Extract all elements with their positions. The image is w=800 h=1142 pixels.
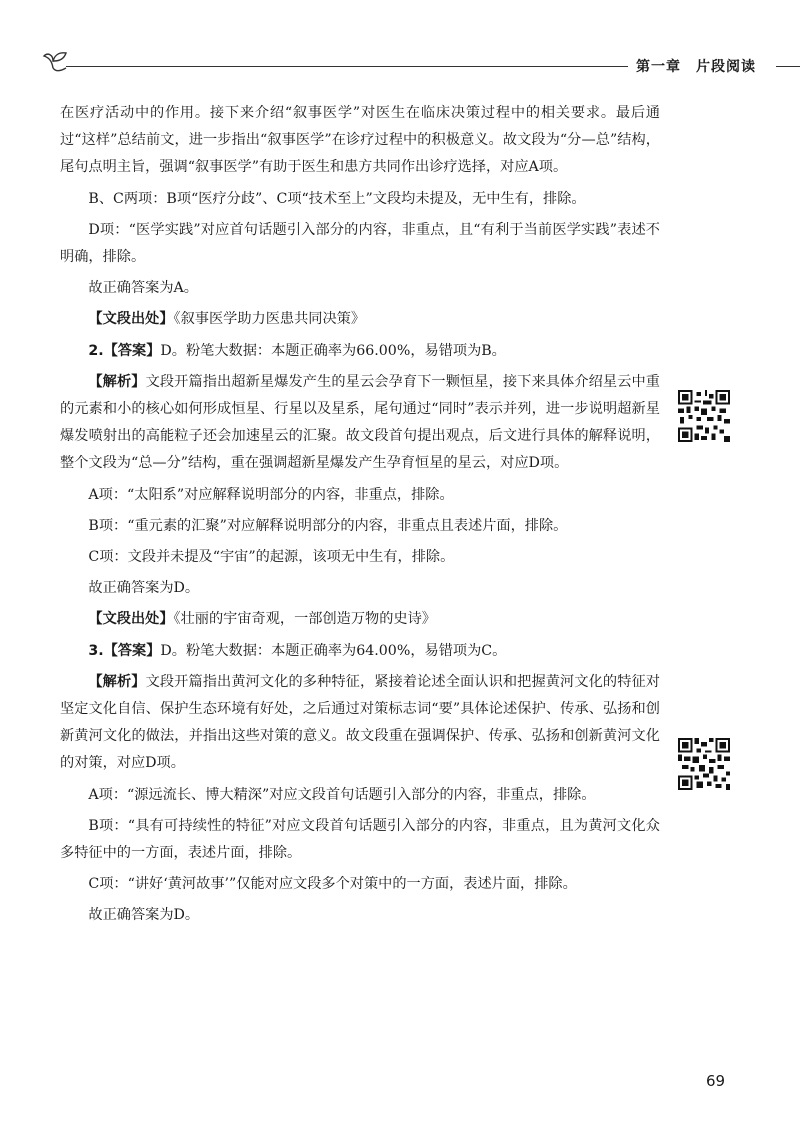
paragraph-text: D项：“医学实践”对应首句话题引入部分的内容，非重点，且“有利于当前医学实践”表述不明确，排除。 — [60, 221, 660, 266]
qr-code-icon[interactable] — [678, 738, 730, 790]
paragraph-text: C项：“讲好‘黄河故事’”仅能对应文段多个对策中的一方面，表述片面，排除。 — [88, 876, 577, 893]
sprout-icon — [40, 46, 70, 74]
paragraph-text: A项：“源远流长、博大精深”对应文段首句话题引入部分的内容，非重点，排除。 — [88, 786, 596, 803]
answer-explanation-body — [60, 100, 660, 930]
source-tag: 【文段出处】 — [88, 311, 174, 328]
analysis-tag: 【解析】 — [88, 373, 146, 390]
paragraph-text: 故正确答案为D。 — [88, 907, 200, 924]
paragraph — [60, 902, 660, 929]
paragraph — [60, 871, 660, 898]
source-tag: 【文段出处】 — [88, 611, 174, 628]
header-rule-left — [66, 66, 628, 67]
paragraph-text: 《叙事医学助力医患共同决策》 — [173, 311, 366, 328]
paragraph — [60, 638, 660, 665]
paragraph-text: 《壮丽的宇宙奇观，一部创造万物的史诗》 — [173, 611, 436, 628]
paragraph — [60, 275, 660, 302]
answer-tag: 3.【答案】 — [88, 642, 161, 659]
paragraph — [60, 338, 660, 365]
paragraph-text: 故正确答案为D。 — [88, 580, 200, 597]
paragraph — [60, 217, 660, 271]
paragraph-text: D。粉笔大数据：本题正确率为66.00%，易错项为B。 — [160, 342, 506, 359]
paragraph-text: C项：文段并未提及“宇宙”的起源，该项无中生有，排除。 — [88, 549, 455, 566]
paragraph-text: B、C两项：B项“医疗分歧”、C项“技术至上”文段均未提及，无中生有，排除。 — [88, 190, 586, 207]
paragraph — [60, 100, 660, 182]
paragraph — [60, 813, 660, 867]
paragraph-text: 故正确答案为A。 — [88, 280, 198, 297]
paragraph — [60, 306, 660, 333]
paragraph-text: B项：“具有可持续性的特征”对应文段首句话题引入部分的内容，非重点，且为黄河文化众多特征中的一方面，表述片面，排除。 — [60, 817, 660, 862]
paragraph-text: B项：“重元素的汇聚”对应解释说明部分的内容，非重点且表述片面，排除。 — [88, 517, 568, 534]
header-rule-right — [776, 66, 800, 67]
paragraph-text: A项：“太阳系”对应解释说明部分的内容，非重点，排除。 — [88, 486, 454, 503]
paragraph — [60, 544, 660, 571]
paragraph — [60, 482, 660, 509]
paragraph — [60, 513, 660, 540]
answer-tag: 2.【答案】 — [88, 342, 161, 359]
running-header — [40, 46, 800, 76]
paragraph — [60, 186, 660, 213]
paragraph-text: 在医疗活动中的作用。接下来介绍“叙事医学”对医生在临床决策过程中的相关要求。最后通过“这样”总结前文，进一步指出“叙事医学”在诊疗过程中的积极意义。故文段为“分—总”结构，尾句点明主旨，强调“叙事医学”有助于医生和患方共同作出诊疗选择，对应A项。 — [60, 105, 660, 176]
page-number: 69 — [706, 1072, 726, 1090]
qr-code-icon[interactable] — [678, 390, 730, 442]
paragraph — [60, 575, 660, 602]
chapter-title: 第一章 片段阅读 — [636, 59, 756, 75]
paragraph-text: 文段开篇指出超新星爆发产生的星云会孕育下一颗恒星，接下来具体介绍星云中重的元素和小的核心如何形成恒星、行星以及星系，尾句通过“同时”表示并列，进一步说明超新星爆发喷射出的高能粒子还会加速星云的汇聚。故文段首句提出观点，后文进行具体的解释说明，整个文段为“总—分”结构，重在强调超新星爆发产生孕育恒星的星云，对应D项。 — [60, 373, 660, 472]
paragraph — [60, 669, 660, 778]
paragraph — [60, 369, 660, 478]
paragraph-text: D。粉笔大数据：本题正确率为64.00%，易错项为C。 — [160, 642, 507, 659]
paragraph-text: 文段开篇指出黄河文化的多种特征，紧接着论述全面认识和把握黄河文化的特征对坚定文化自信、保护生态环境有好处，之后通过对策标志词“要”具体论述保护、传承、弘扬和创新黄河文化的做法，并指出这些对策的意义。故文段重在强调保护、传承、弘扬和创新黄河文化的对策，对应D项。 — [60, 673, 660, 772]
paragraph — [60, 782, 660, 809]
analysis-tag: 【解析】 — [88, 673, 146, 690]
paragraph — [60, 606, 660, 633]
